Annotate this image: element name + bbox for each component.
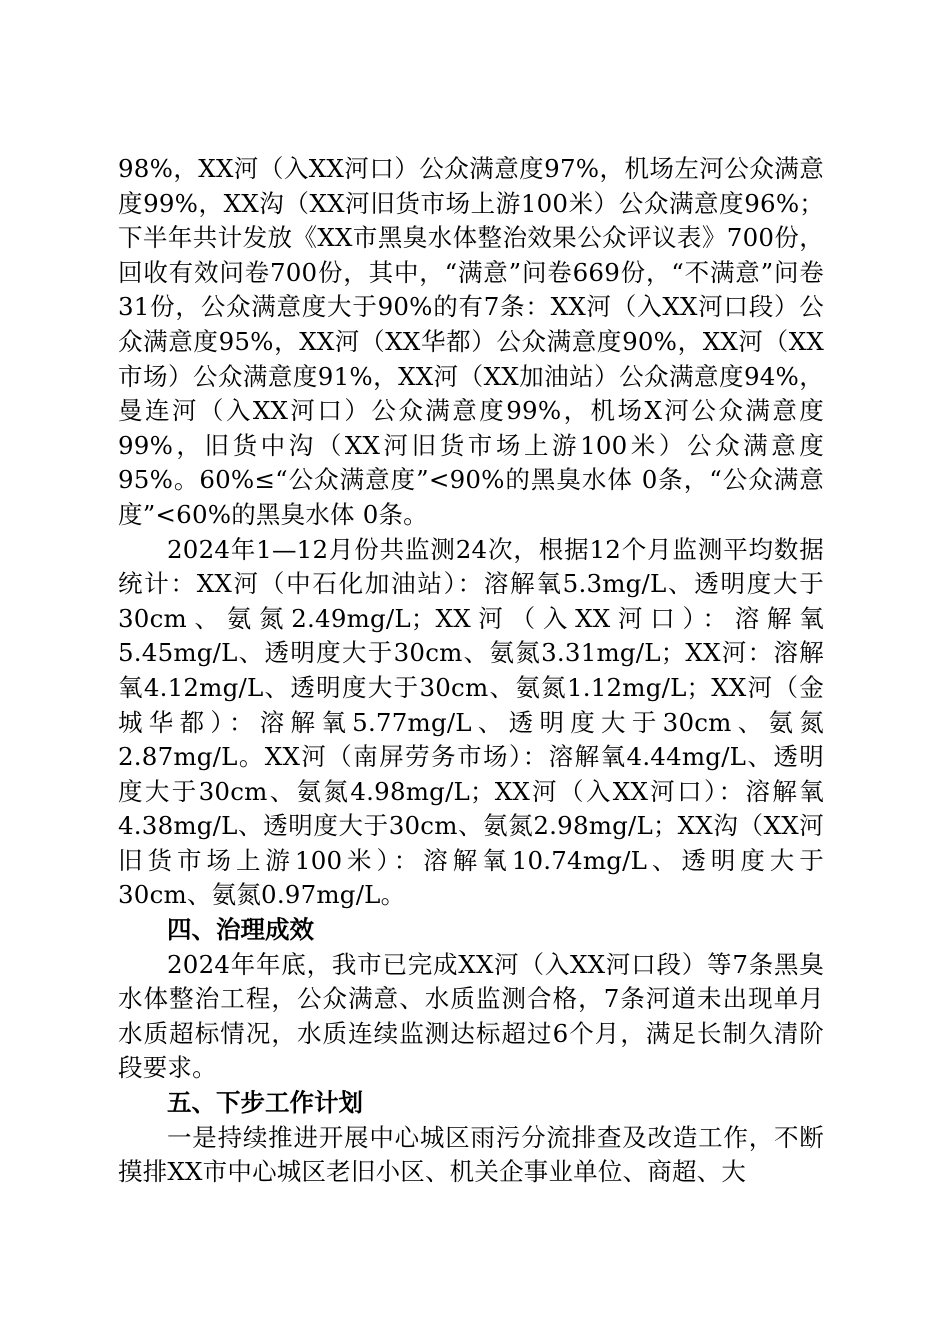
paragraph-water-monitoring: 2024年1—12月份共监测24次，根据12个月监测平均数据统计：XX河（中石化加油站）：溶解氧5.3mg/L、透明度大于30cm、氨氮2.49mg/L；XX河（入XX河口）：溶解氧5.45mg/L、透明度大于30cm、氨氮3.31mg/L；XX河：溶解氧4.12mg/L、透明度大于30cm、氨氮1.12mg/L；XX河（金城华都）：溶解氧5.77mg/L、透明度大于30cm、氨氮2.87mg/L。XX河（南屏劳务市场）：溶解氧4.44mg/L、透明度大于30cm、氨氮4.98mg/L；XX河（入XX河口）：溶解氧4.38mg/L、透明度大于30cm、氨氮2.98mg/L；XX沟（XX河旧货市场上游100米）：溶解氧10.74mg/L、透明度大于30cm、氨氮0.97mg/L。 <box>118 534 824 910</box>
paragraph-next-steps: 一是持续推进开展中心城区雨污分流排查及改造工作，不断摸排XX市中心城区老旧小区、机关企事业单位、商超、大 <box>118 1122 824 1187</box>
section-heading-results: 四、治理成效 <box>167 915 314 945</box>
document-body <box>118 152 824 1190</box>
section-heading-next-steps: 五、下步工作计划 <box>167 1088 363 1118</box>
paragraph-results: 2024年年底，我市已完成XX河（入XX河口段）等7条黑臭水体整治工程，公众满意、水质监测合格，7条河道未出现单月水质超标情况，水质连续监测达标超过6个月，满足长制久清阶段要求。 <box>118 949 824 1083</box>
paragraph-satisfaction-survey: 98%，XX河（入XX河口）公众满意度97%，机场左河公众满意度99%，XX沟（XX河旧货市场上游100米）公众满意度96%；下半年共计发放《XX市黑臭水体整治效果公众评议表》700份，回收有效问卷700份，其中，“满意”问卷669份，“不满意”问卷31份，公众满意度大于90%的有7条：XX河（入XX河口段）公众满意度95%，XX河（XX华都）公众满意度90%，XX河（XX市场）公众满意度91%，XX河（XX加油站）公众满意度94%，曼连河（入XX河口）公众满意度99%，机场X河公众满意度99%，旧货中沟（XX河旧货市场上游100米）公众满意度95%。60%≤“公众满意度”<90%的黑臭水体 0条，“公众满意度”<60%的黑臭水体 0条。 <box>118 154 824 529</box>
